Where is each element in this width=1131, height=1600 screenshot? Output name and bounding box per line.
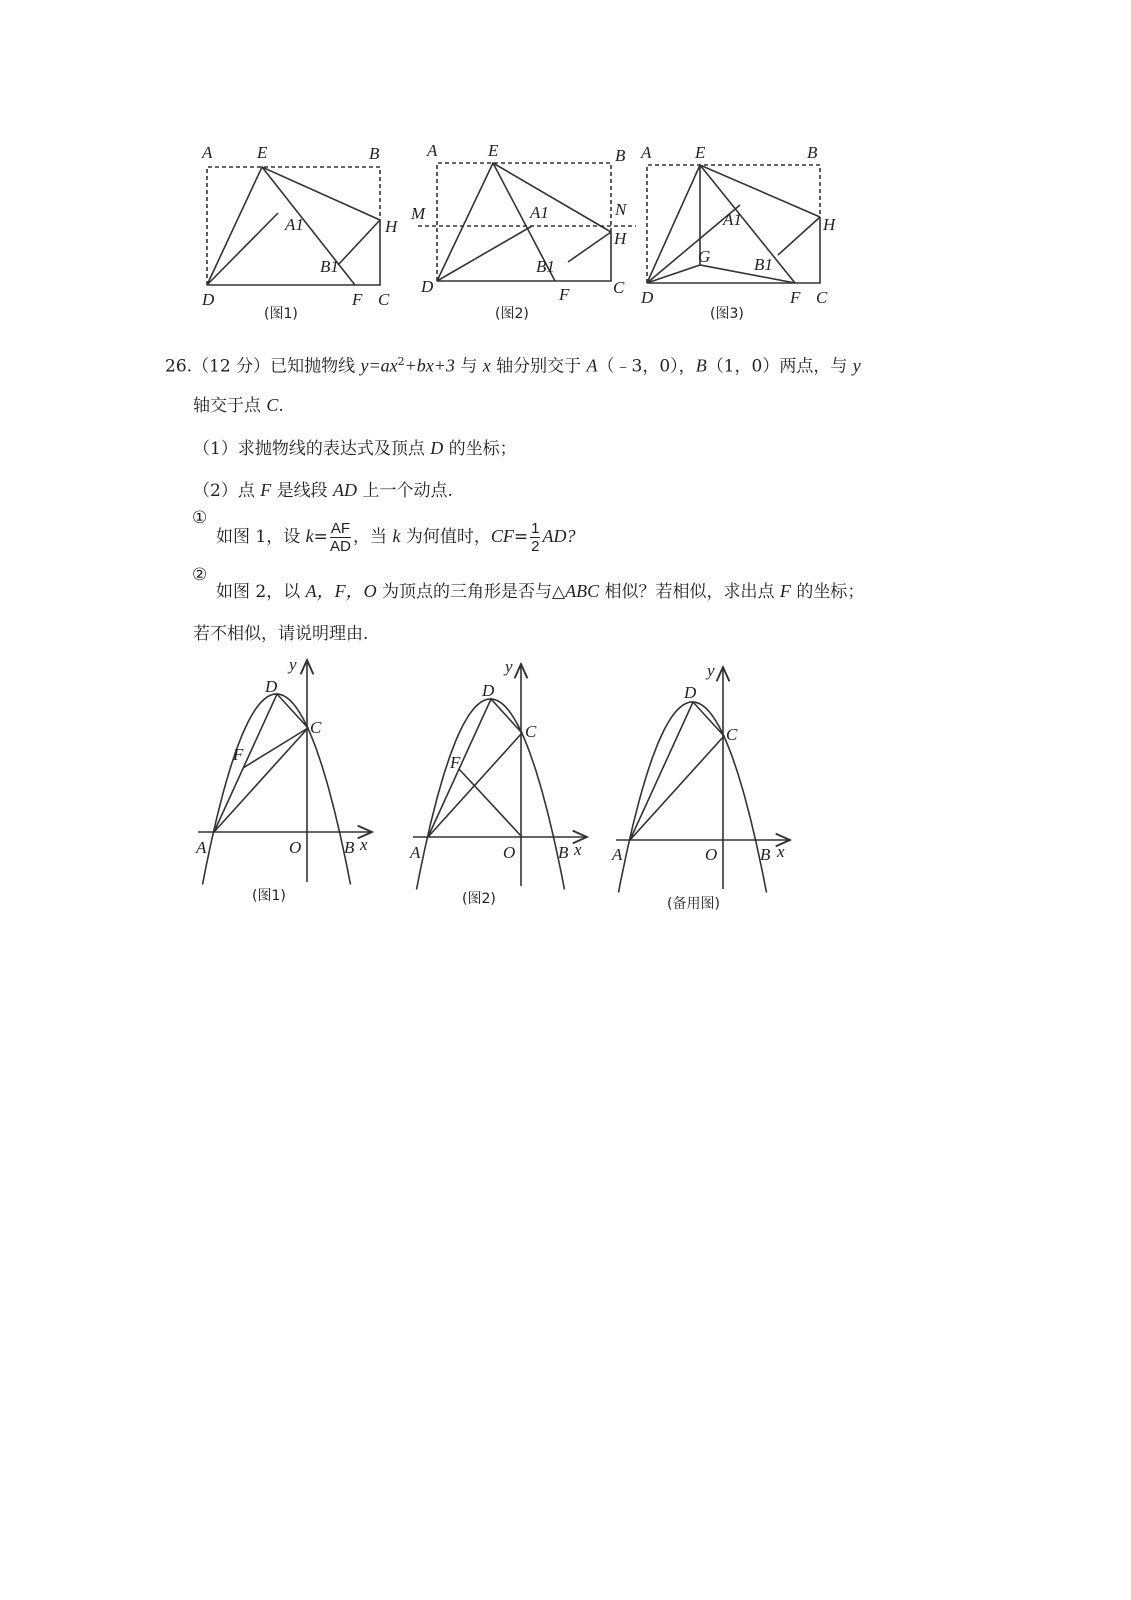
text: 上一个动点. [357,481,453,501]
sub-question-2-cont: 若不相似，请说明理由. [193,624,369,644]
text: 如图 2，以 [216,582,306,602]
question-number: 26. [165,356,193,377]
text: 相似？若相似，求出点 [599,582,780,602]
var: x [482,355,491,376]
label-A: A [202,143,213,162]
label-H: H [823,215,836,234]
label-G: G [698,247,711,266]
var: k [305,526,314,546]
var: C [266,395,279,415]
label-D: D [684,683,697,702]
label-A: A [427,141,438,160]
var: F [260,480,272,500]
label-F: F [790,288,801,307]
label-H: H [385,217,398,236]
label-A1: A1 [285,215,304,234]
text: 的坐标； [790,582,865,602]
label-B1: B1 [754,255,773,274]
text: 轴交于点 [193,396,267,416]
label-C: C [726,725,738,744]
label-x: x [777,842,785,861]
text: = [513,527,529,547]
var: AD [333,480,358,500]
label-D: D [265,677,278,696]
label-C: C [378,290,390,309]
label-B: B [807,143,818,162]
label-D: D [482,681,495,700]
label-B: B [369,144,380,163]
label-B1: B1 [320,257,339,276]
label-M: M [411,204,426,223]
text: ，当 [353,527,393,547]
numerator: AF [330,520,351,537]
label-O: O [289,838,302,857]
label-D: D [421,277,434,296]
label-A: A [612,845,623,864]
figure-caption: (图2) [462,891,496,907]
label-E: E [695,143,706,162]
var: y [852,355,861,376]
label-F: F [352,290,363,309]
circled-2: ② [192,565,208,585]
parabola-curve [619,702,767,893]
var: ABC [565,581,600,601]
text: （2）点 [193,481,261,501]
text: 与 [454,356,483,377]
label-A: A [196,838,207,857]
text: 的坐标； [443,439,517,459]
text: （1）求抛物线的表达式及顶点 [193,439,431,459]
text: （﹣3，0）， [597,356,696,377]
var: D [430,438,444,458]
denominator: 2 [531,538,540,555]
equation: +bx+3 [404,355,455,376]
text: 为何值时， [400,527,491,547]
figure-3-caption: (图3) [710,306,744,322]
label-E: E [488,141,499,160]
var: F [779,581,791,601]
var: CF [490,526,514,546]
label-A1: A1 [530,203,549,222]
text: 如图 1，设 [216,527,306,547]
var: B [695,355,707,376]
label-B: B [615,146,626,165]
var: k [392,526,401,546]
label-E: E [257,143,268,162]
figure-caption: (备用图) [667,896,720,912]
label-D: D [202,290,215,309]
text: 已知抛物线 [270,356,361,377]
text: （1，0）两点，与 [706,356,853,377]
label-y: y [707,661,715,680]
label-y: y [505,657,513,676]
var: AD? [542,526,576,546]
label-C: C [613,278,625,297]
label-x: x [360,835,368,854]
label-B1: B1 [536,257,555,276]
var: A，F，O [305,581,377,601]
question-score: （12 分） [192,356,271,377]
text: 为顶点的三角形是否与△ [376,582,566,602]
label-B: B [558,843,569,862]
figure-caption: (图1) [252,888,286,904]
figure-1-caption: (图1) [264,306,298,322]
parabola-curve [417,699,565,890]
label-H: H [614,229,627,248]
text: 轴分别交于 [490,356,587,377]
label-A1: A1 [723,210,742,229]
equation: y=ax [360,355,398,376]
numerator: 1 [531,520,540,537]
label-x: x [574,840,582,859]
text: . [278,396,284,416]
label-O: O [705,845,718,864]
label-F: F [233,745,244,764]
label-F: F [559,285,570,304]
var: A [586,355,598,376]
label-N: N [615,200,627,219]
figure-2-caption: (图2) [495,306,529,322]
exponent: 2 [397,355,405,368]
label-B: B [344,838,355,857]
circled-1: ① [192,508,208,528]
text: = [313,527,328,547]
label-A: A [410,843,421,862]
label-y: y [289,655,297,674]
label-F: F [450,753,461,772]
denominator: AD [330,538,351,555]
label-O: O [503,843,516,862]
label-A: A [641,143,652,162]
parabola-curve [203,694,351,885]
label-D: D [641,288,654,307]
label-C: C [816,288,828,307]
label-C: C [310,718,322,737]
label-B: B [760,845,771,864]
text: 是线段 [271,481,334,501]
label-C: C [525,722,537,741]
